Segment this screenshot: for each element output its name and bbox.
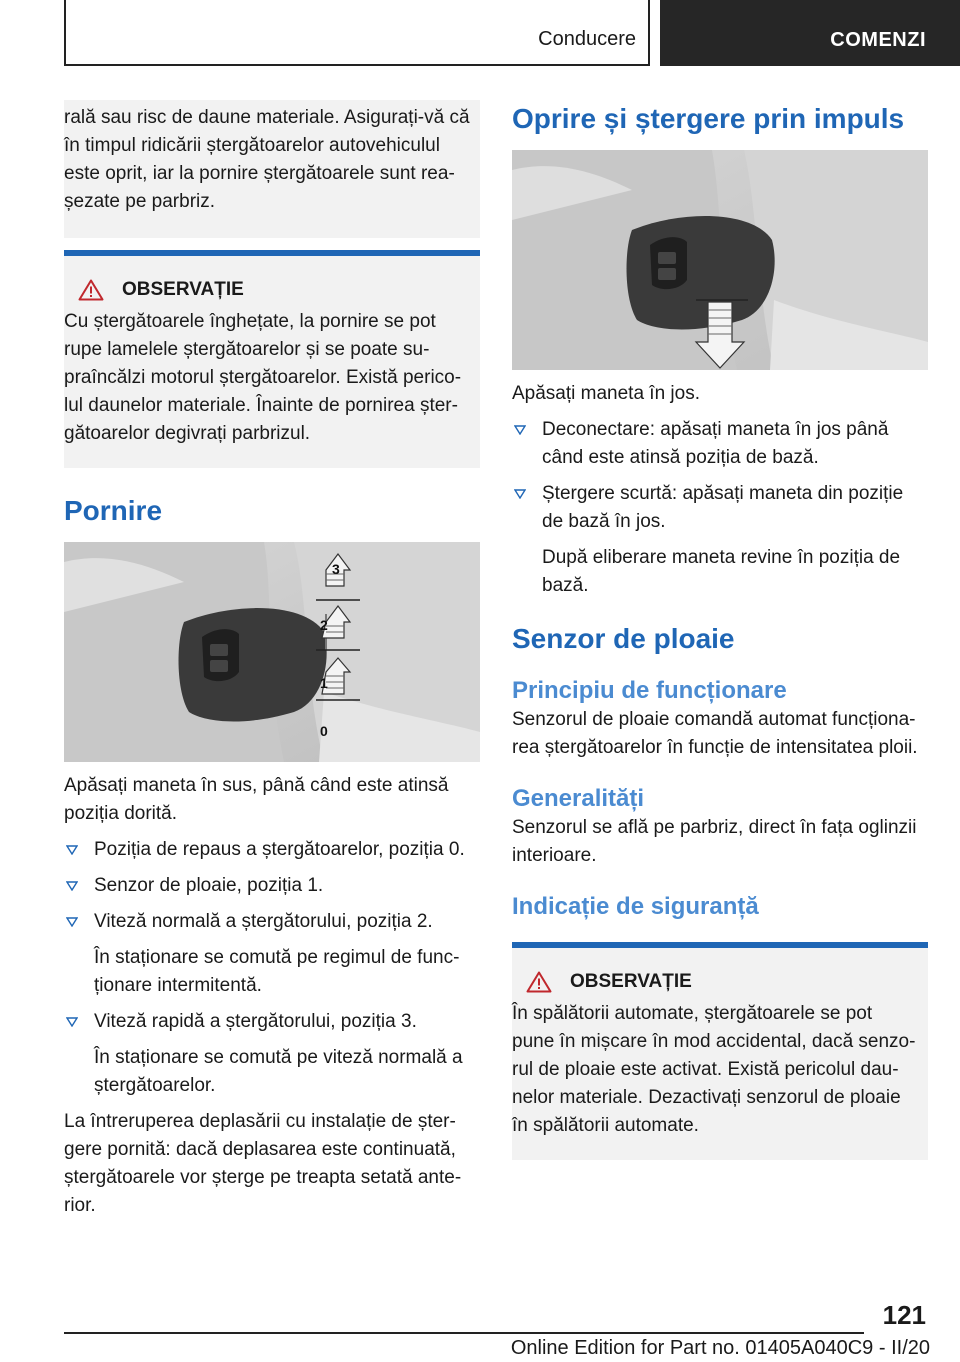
- figure-label-0: 0: [320, 723, 328, 739]
- notice-title: [64, 276, 468, 304]
- list-bullet-triangle-icon: [514, 425, 526, 435]
- wiper-lever-illustration: [64, 542, 480, 762]
- wiper-lever-down-illustration: [512, 150, 928, 370]
- list-bullet-triangle-icon: [514, 489, 526, 499]
- header-chapter-label: COMENZI: [830, 29, 926, 51]
- list-item-subtext: În staționare se comută pe regimul de funcționare intermitentă.: [94, 947, 460, 996]
- page-number: 121: [882, 1300, 926, 1330]
- footer-edition: Online Edition for Part no. 01405A040C9 - II/20: [510, 1337, 930, 1359]
- right-column: [512, 100, 928, 1160]
- list-item-subtext: După eliberare maneta revine în poziția de bază.: [542, 547, 901, 596]
- impuls-intro: Apăsați maneta în jos.: [512, 383, 700, 404]
- principiu-text: Senzorul de ploaie comandă automat funcționarea ștergătoarelor în funcție de intensitatea ploii.: [512, 709, 918, 758]
- list-item: Senzor de ploaie, poziția 1.: [64, 872, 480, 900]
- header-section-title: Conducere: [538, 28, 636, 50]
- figure-wiper-lever-up: [64, 542, 480, 762]
- heading-siguranta: Indicație de siguranță: [512, 893, 759, 920]
- heading-pornire: Pornire: [64, 495, 163, 526]
- list-item: Viteză normală a ștergătorului, poziția 2.: [64, 908, 480, 936]
- pornire-outro: La întreruperea deplasării cu instalație de ștergere pornită: dacă deplasarea este continuată, ștergătoarele vor șterge pe treapta setată anterior.: [64, 1111, 462, 1216]
- left-column: [64, 100, 480, 1220]
- notice-title-text: OBSERVAȚIE: [570, 971, 692, 992]
- notice-title: [512, 968, 916, 996]
- list-bullet-triangle-icon: [66, 1017, 78, 1027]
- notice-title-text: OBSERVAȚIE: [122, 279, 244, 300]
- footer-rule: [64, 1332, 864, 1334]
- header-left-rule: [64, 0, 66, 66]
- header-chapter-tab: [660, 0, 960, 66]
- list-item: Viteză rapidă a ștergătorului, poziția 3.: [64, 1008, 480, 1036]
- list-item: Deconectare: apăsați maneta în jos până când este atinsă poziția de bază.: [512, 416, 928, 472]
- pornire-intro: Apăsați maneta în sus, până când este atinsă poziția dorită.: [64, 775, 449, 824]
- impuls-list: [512, 416, 928, 536]
- notice-box-frozen-wipers: [64, 250, 480, 468]
- list-bullet-triangle-icon: [66, 881, 78, 891]
- list-item: Poziția de repaus a ștergătoarelor, poziția 0.: [64, 836, 480, 864]
- figure-label-3: 3: [332, 561, 340, 577]
- figure-label-2: 2: [320, 617, 328, 633]
- list-bullet-triangle-icon: [66, 917, 78, 927]
- list-bullet-triangle-icon: [66, 845, 78, 855]
- heading-oprire-impuls: Oprire și ștergere prin impuls: [512, 103, 905, 134]
- list-item-subtext: În staționare se comută pe viteză normală a ștergătoarelor.: [94, 1047, 463, 1096]
- continued-warning-text: rală sau risc de daune materiale. Asigurați-vă că în timpul ridicării ștergătoarelor autovehiculul este oprit, iar la pornire ștergătoarele sunt reașezate pe parbriz.: [64, 107, 470, 212]
- pornire-positions-list-cont: [64, 1008, 480, 1036]
- heading-generalitati: Generalități: [512, 785, 645, 812]
- continued-warning-box: [64, 100, 480, 238]
- list-item: Ștergere scurtă: apăsați maneta din poziție de bază în jos.: [512, 480, 928, 536]
- heading-principiu: Principiu de funcționare: [512, 677, 787, 704]
- figure-wiper-lever-down: [512, 150, 928, 370]
- warning-triangle-icon: [526, 971, 552, 993]
- header-bottom-rule: [64, 64, 650, 66]
- notice-body: Cu ștergătoarele înghețate, la pornire se pot rupe lamelele ștergătoarelor și se poate supraîncălzi motorul ștergătoarelor. Există pericolul daunelor materiale. Înainte de pornirea ștergătoarelor degivrați parbrizul.: [64, 311, 462, 444]
- warning-triangle-icon: [78, 279, 104, 301]
- pornire-positions-list: [64, 836, 480, 936]
- generalitati-text: Senzorul se află pe parbriz, direct în fața oglinzii interioare.: [512, 817, 917, 866]
- heading-senzor-ploaie: Senzor de ploaie: [512, 623, 735, 654]
- figure-label-1: 1: [320, 675, 328, 691]
- header-separator: [648, 0, 650, 66]
- notice-box-car-wash: [512, 942, 928, 1160]
- notice-body: În spălătorii automate, ștergătoarele se pot pune în mișcare în mod accidental, dacă senzorul de ploaie este activat. Există pericolul daunelor materiale. Dezactivați senzorul de ploaie în spălătorii automate.: [512, 1003, 916, 1136]
